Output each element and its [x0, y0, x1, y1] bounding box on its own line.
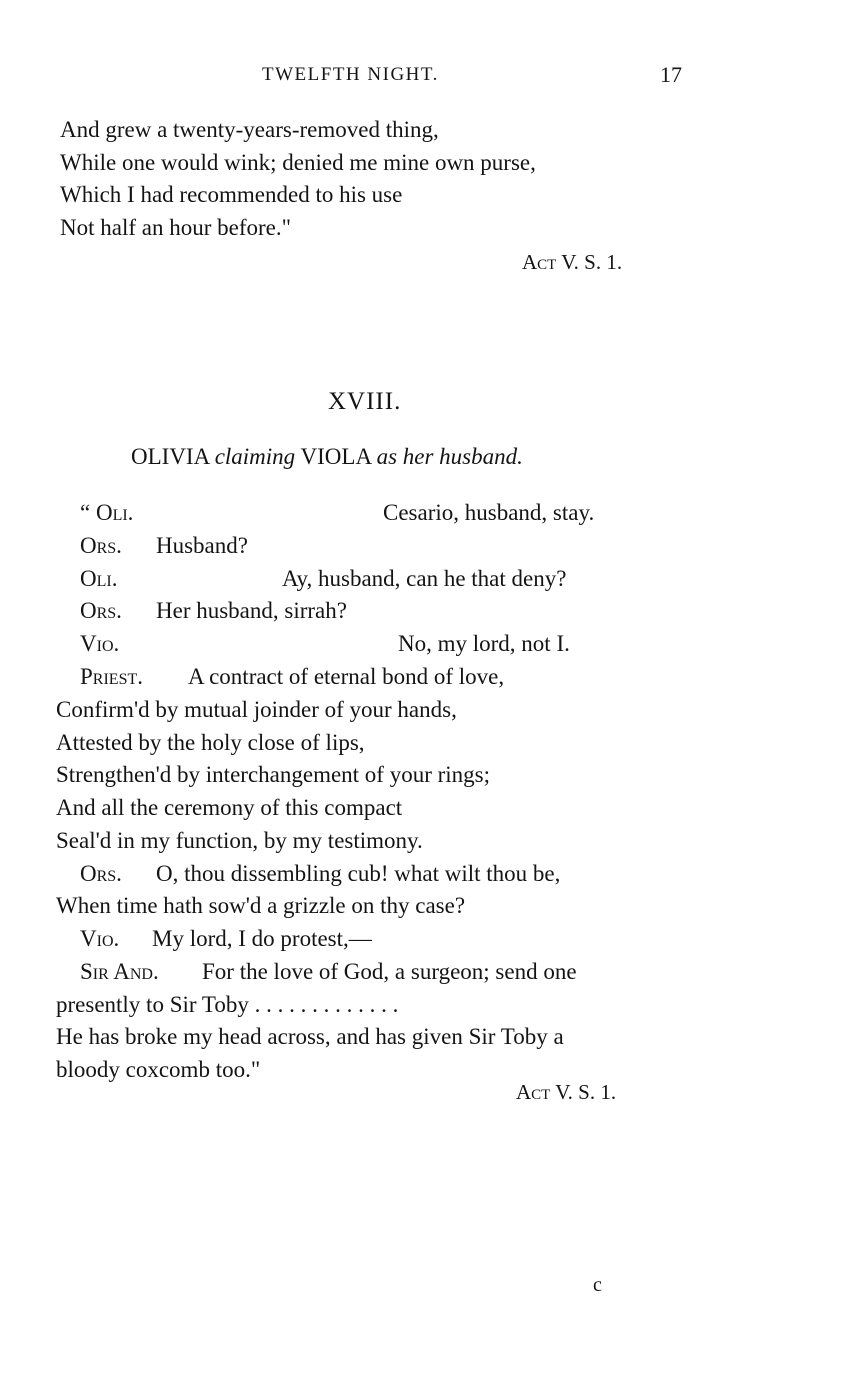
speaker-label: Ors. — [80, 598, 122, 623]
top-passage — [60, 114, 536, 244]
speaker-label: Oli. — [80, 566, 118, 591]
speaker-label: Vio. — [80, 631, 120, 656]
dialogue-line — [56, 992, 398, 1018]
speaker-label: Vio. — [80, 926, 120, 951]
speech-text: For the love of God, a surgeon; send one — [202, 959, 577, 984]
speaker-label: “ Oli. — [80, 500, 134, 525]
speech-text: bloody coxcomb too." — [56, 1057, 261, 1082]
section-subtitle — [131, 444, 523, 470]
speech-text: Husband? — [156, 533, 248, 558]
speech-text: presently to Sir Toby . . . . . . . . . . . . . — [56, 992, 399, 1017]
speech-text: Seal'd in my function, by my testimony. — [56, 828, 423, 853]
dialogue-line — [80, 500, 133, 526]
speaker-label: Ors. — [80, 533, 122, 558]
verse-line: While one would wink; denied me mine own purse, — [60, 149, 536, 175]
subtitle-name-olivia: OLIVIA — [131, 444, 209, 469]
verse-line: Not half an hour before." — [60, 214, 291, 240]
dialogue-line — [56, 1024, 564, 1050]
dialogue-line — [56, 828, 423, 854]
dialogue-line — [56, 1057, 260, 1083]
dialogue-line — [80, 959, 577, 985]
speech-text: O, thou dissembling cub! what wilt thou be, — [156, 861, 561, 886]
speech-text: He has broke my head across, and has given Sir Toby a — [56, 1024, 564, 1049]
top-citation: Act V. S. 1. — [522, 250, 623, 274]
page-number: 17 — [660, 62, 682, 87]
subtitle-tail: as her husband. — [376, 444, 523, 469]
subtitle-name-viola: VIOLA — [300, 444, 371, 469]
dialogue-line — [56, 730, 365, 756]
section-citation: Act V. S. 1. — [516, 1080, 617, 1104]
dialogue-line — [282, 566, 566, 592]
running-head-title: TWELFTH NIGHT. — [262, 64, 439, 85]
dialogue-line — [80, 598, 347, 624]
dialogue-line — [80, 926, 372, 952]
speech-text: Ay, husband, can he that deny? — [282, 566, 567, 591]
dialogue-line — [56, 795, 402, 821]
speech-text: Her husband, sirrah? — [156, 598, 347, 623]
speech-text: A contract of eternal bond of love, — [188, 664, 505, 689]
dialogue-line — [80, 861, 560, 887]
section-number: XVIII. — [328, 388, 402, 415]
signature-mark: c — [593, 1274, 602, 1296]
dialogue-line — [80, 631, 119, 657]
speech-text: Attested by the holy close of lips, — [56, 730, 365, 755]
dialogue-line — [398, 631, 570, 657]
verse-line: Which I had recommended to his use — [60, 182, 403, 207]
speech-text: Strengthen'd by interchangement of your rings; — [56, 762, 491, 787]
dialogue-line — [56, 893, 465, 919]
speech-text: And all the ceremony of this compact — [56, 795, 403, 820]
verse-line: And grew a twenty-years-removed thing, — [60, 117, 439, 142]
speech-text: No, my lord, not I. — [398, 631, 570, 656]
speaker-label: Sir And. — [80, 959, 159, 984]
speaker-label: Ors. — [80, 861, 122, 886]
speech-text: Confirm'd by mutual joinder of your hands, — [56, 697, 457, 722]
subtitle-word-claiming: claiming — [214, 444, 296, 469]
dialogue-line — [80, 533, 248, 559]
speaker-label: Priest. — [80, 664, 143, 689]
dialogue-line — [56, 762, 490, 788]
dialogue-line — [56, 697, 457, 723]
speech-text: My lord, I do protest,— — [152, 926, 372, 951]
dialogue-line — [80, 664, 504, 690]
dialogue-line — [80, 566, 117, 592]
dialogue-line — [383, 500, 594, 526]
speech-text: Cesario, husband, stay. — [383, 500, 595, 525]
speech-text: When time hath sow'd a grizzle on thy case? — [56, 893, 466, 918]
